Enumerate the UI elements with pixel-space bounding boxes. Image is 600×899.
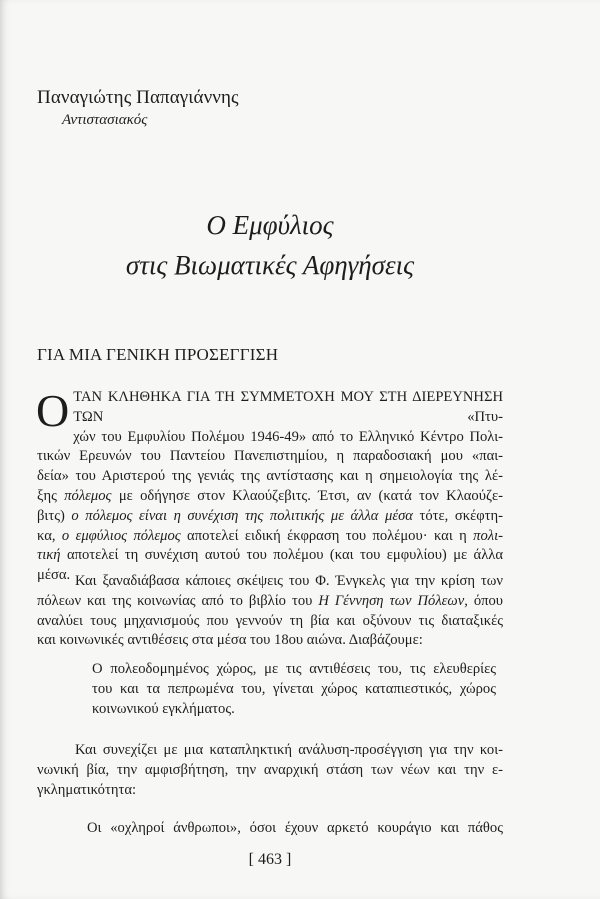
paragraph-2 <box>37 572 503 651</box>
text-line <box>37 592 503 612</box>
block-quote <box>92 660 496 719</box>
author-name: Παναγιώτης Παπαγιάννης <box>37 87 239 108</box>
author-affiliation: Αντιστασιακός <box>62 112 148 128</box>
chapter-title-line-2: στις Βιωματικές Αφηγήσεις <box>125 250 415 280</box>
text-fragment: , όπου <box>464 592 504 609</box>
italic-term: πολι- <box>473 527 504 544</box>
text-line: Και ξαναδιάβασα κάποιες σκέψεις του Φ. Ένγκελς για την κρίση των <box>75 573 503 589</box>
text-line: Οι «οχληροί άνθρωποι», όσοι έχουν αρκετό κουράγιο και πάθος <box>87 820 503 836</box>
quote-line: του και τα πεπρωμένα του, γίνεται χώρος καταπιεστικός, χώρος <box>92 680 496 697</box>
text-line: ΤΑΝ ΚΛΗΘΗΚΑ ΓΙΑ ΤΗ ΣΥΜΜΕΤΟΧΗ ΜΟΥ ΣΤΗ ΔΙΕΡΕΥΝΗΣΗ ΤΩΝ «Πτυ- <box>73 389 503 425</box>
text-fragment: αποτελεί ειδική έκφραση του πολέμου· και η <box>180 527 474 544</box>
text-line: χών του Εμφυλίου Πολέμου 1946-49» από το Ελληνικό Κέντρο Πολι- <box>73 428 503 445</box>
text-fragment: δεία» του Αριστερού της γενιάς της αντίστασης και η σημειολογία της λέ- <box>37 468 503 485</box>
book-title: Η Γέννηση των Πόλεων <box>318 592 465 609</box>
text-fragment: πόλεων και της κοινωνίας από το βιβλίο του <box>37 592 319 609</box>
italic-term: ο εμφύλιος πόλεμος <box>61 527 181 544</box>
italic-term: πόλεμος <box>64 487 112 504</box>
italic-term: τική <box>37 547 61 564</box>
text-fragment: ξης <box>37 487 65 504</box>
text-line <box>37 527 503 547</box>
paragraph-3 <box>37 741 503 800</box>
text-line: γκληματικότητα: <box>37 781 137 798</box>
text-fragment: κα, <box>37 527 62 544</box>
text-fragment: βιτς) <box>37 507 72 524</box>
text-fragment: αποτελεί τη συνέχιση αυτού του πολέμου (και του εμφυλίου) με άλλα <box>60 547 503 564</box>
quote-line: κοινωνικού εγκλήματος. <box>92 700 235 717</box>
drop-cap: Ο <box>36 385 70 436</box>
chapter-title-line-1: Ο Εμφύλιος <box>206 210 334 240</box>
text-line: αναλύει τους μηχανισμούς που γεννούν τη βία και οξύνουν τις διαταξικές <box>37 612 503 629</box>
text-line <box>37 546 503 566</box>
italic-quote: ο πόλεμος είναι η συνέχιση της πολιτικής με άλλα μέσα <box>71 507 413 524</box>
text-line <box>37 487 503 507</box>
text-fragment: τικών Ερευνών του Παντείου Πανεπιστημίου, η παραδοσιακή μου «παι- <box>37 448 503 465</box>
page-number: [ 463 ] <box>248 851 292 868</box>
section-heading: ΓΙΑ ΜΙΑ ΓΕΝΙΚΗ ΠΡΟΣΕΓΓΙΣΗ <box>37 345 279 364</box>
text-line: νωνική βία, την αμφισβήτηση, την αναρχική στάση των νέων και την ε- <box>37 761 503 778</box>
quote-line: Ο πολεοδομημένος χώρος, με τις αντιθέσεις του, τις ελευθερίες <box>92 661 496 677</box>
text-line <box>37 507 503 527</box>
text-fragment: με οδήγησε στον Κλαούζεβιτς. Έτσι, αν (κατά τον Κλαούζε- <box>111 487 503 504</box>
text-line: και κοινωνικές αντιθέσεις στα μέσα του 18ου αιώνα. Διαβάζουμε: <box>37 632 423 649</box>
text-line: μέσα. <box>37 567 71 584</box>
paragraph-1 <box>36 385 504 586</box>
paragraph-4 <box>37 819 503 839</box>
text-line <box>37 467 503 487</box>
text-fragment: τότε, σκέφτη- <box>412 507 503 524</box>
text-line: Και συνεχίζει με μια καταπληκτική ανάλυση-προσέγγιση για την κοι- <box>75 742 503 758</box>
text-line <box>37 447 503 467</box>
